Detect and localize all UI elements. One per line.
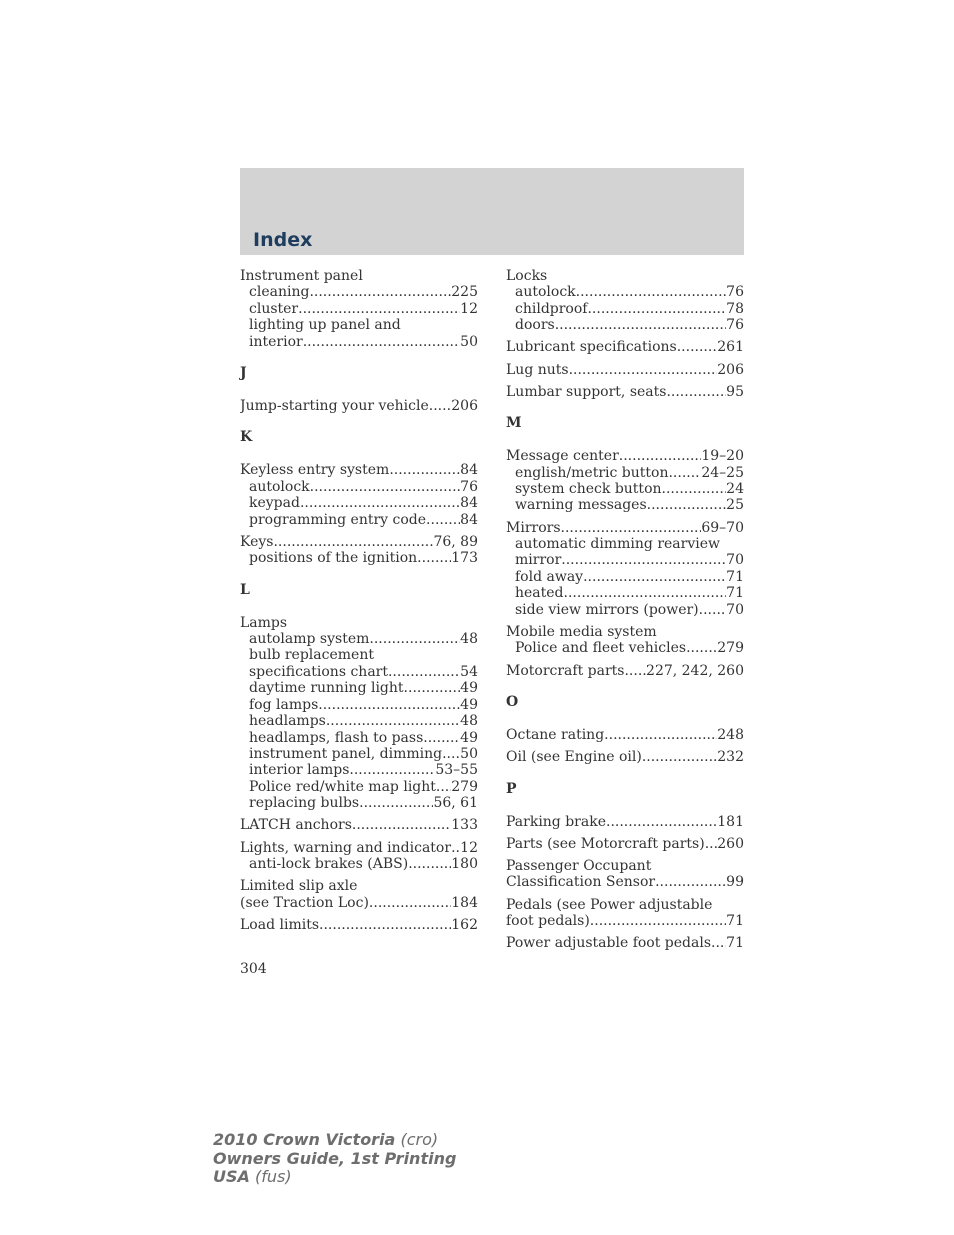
header-band <box>240 168 744 255</box>
entry-text: autolock <box>515 284 576 301</box>
section-letter: J <box>240 365 247 382</box>
page-reference: 49 <box>460 696 478 713</box>
page-reference: 12 <box>460 300 478 317</box>
dot-leader <box>423 730 460 746</box>
entry-text: childproof <box>515 300 588 317</box>
footer-market: USA <box>213 1167 250 1186</box>
page-reference: 279 <box>717 640 744 657</box>
index-term <box>240 917 478 933</box>
dot-leader <box>555 317 726 333</box>
entry-text: heated <box>515 585 564 602</box>
index-term <box>240 462 478 478</box>
entry-text: LATCH anchors <box>240 817 352 834</box>
dot-leader <box>711 935 726 951</box>
entry-text: interior lamps <box>249 762 350 779</box>
index-term <box>506 874 744 890</box>
index-term <box>506 384 744 400</box>
dot-leader <box>369 895 451 911</box>
dot-leader <box>564 585 727 601</box>
dot-leader <box>655 874 726 890</box>
dot-leader <box>606 814 717 830</box>
dot-leader <box>662 481 727 497</box>
entry-text: autolock <box>249 478 310 495</box>
entry-text: keypad <box>249 495 300 512</box>
dot-leader <box>677 339 718 355</box>
entry-text: Octane rating <box>506 726 605 743</box>
index-entry <box>506 749 744 765</box>
page-reference: 76 <box>726 284 744 301</box>
index-subentry <box>240 479 478 495</box>
index-entry <box>240 615 478 812</box>
section-letter: O <box>506 693 519 710</box>
entry-text: Jump-starting your vehicle <box>240 398 429 415</box>
entry-text: anti-lock brakes (ABS) <box>249 855 409 872</box>
entry-text: cluster <box>249 300 299 317</box>
index-term <box>240 817 478 833</box>
entry-text: Parking brake <box>506 813 606 830</box>
index-subentry <box>240 856 478 872</box>
entry-text: automatic dimming rearview <box>515 536 721 553</box>
index-subentry <box>240 334 478 350</box>
index-term <box>240 840 478 856</box>
index-subentry <box>240 284 478 300</box>
footer-edition: Owners Guide, 1st Printing <box>213 1148 457 1168</box>
entry-text: system check button <box>515 481 662 498</box>
page-reference: 227, 242, 260 <box>646 662 744 679</box>
entry-text: bulb replacement <box>249 647 374 664</box>
page-reference: 56, 61 <box>433 795 478 812</box>
dot-leader <box>436 779 451 795</box>
page-reference: 53–55 <box>435 762 478 779</box>
page-reference: 54 <box>460 663 478 680</box>
entry-text: fog lamps <box>249 696 319 713</box>
dot-leader <box>686 640 717 656</box>
section-letter: M <box>506 415 522 432</box>
page-reference: 25 <box>726 497 744 514</box>
entry-text: Power adjustable foot pedals <box>506 935 712 952</box>
dot-leader <box>309 284 451 300</box>
index-subentry <box>240 746 478 762</box>
page-reference: 248 <box>717 726 744 743</box>
index-entry <box>506 362 744 378</box>
dot-leader <box>666 384 726 400</box>
index-entry <box>506 520 744 618</box>
index-entry <box>240 268 478 350</box>
dot-leader <box>590 913 726 929</box>
index-subentry <box>506 602 744 618</box>
index-term <box>506 663 744 679</box>
page-reference: 206 <box>717 361 744 378</box>
index-subentry <box>506 317 744 333</box>
index-term <box>240 615 478 631</box>
index-subentry <box>240 664 478 680</box>
page-reference: 99 <box>726 874 744 891</box>
index-subentry <box>506 640 744 656</box>
page-reference: 70 <box>726 601 744 618</box>
index-entry <box>240 462 478 528</box>
page-reference: 19–20 <box>701 448 744 465</box>
index-subentry <box>240 647 478 663</box>
footer-title: 2010 Crown Victoria <box>213 1130 396 1149</box>
dot-leader <box>310 479 461 495</box>
dot-leader <box>404 680 461 696</box>
index-entry <box>506 448 744 514</box>
page-title: Index <box>253 229 313 251</box>
page-number: 304 <box>240 961 267 977</box>
page-reference: 71 <box>726 568 744 585</box>
entry-text: Police red/white map light <box>249 778 436 795</box>
page-reference: 181 <box>717 813 744 830</box>
page-reference: 84 <box>460 495 478 512</box>
entry-text: Load limits <box>240 916 320 933</box>
footer-market-code: (fus) <box>255 1167 292 1186</box>
index-term <box>506 749 744 765</box>
entry-text: mirror <box>515 552 562 569</box>
dot-leader <box>699 602 727 618</box>
index-term <box>506 268 744 284</box>
index-entry <box>506 727 744 743</box>
index-term <box>506 727 744 743</box>
index-entry <box>506 663 744 679</box>
page-reference: 48 <box>460 713 478 730</box>
index-subentry <box>240 795 478 811</box>
index-subentry <box>240 512 478 528</box>
page-reference: 162 <box>451 916 478 933</box>
dot-leader <box>359 795 433 811</box>
dot-leader <box>319 917 451 933</box>
index-entry <box>506 858 744 891</box>
dot-leader <box>587 301 726 317</box>
index-term <box>506 814 744 830</box>
entry-text: Classification Sensor <box>506 874 656 891</box>
dot-leader <box>273 534 433 550</box>
entry-text: Police and fleet vehicles <box>515 640 687 657</box>
footer <box>213 1131 456 1187</box>
entry-text: Keys <box>240 533 274 550</box>
dot-leader <box>408 856 451 872</box>
dot-leader <box>569 362 718 378</box>
footer-code: (cro) <box>400 1130 439 1149</box>
entry-text: Locks <box>506 268 548 284</box>
index-entry <box>506 384 744 400</box>
page-reference: 95 <box>726 383 744 400</box>
index-term <box>506 362 744 378</box>
index-subentry <box>240 680 478 696</box>
index-subentry <box>240 631 478 647</box>
index-column-left <box>240 268 478 939</box>
page-reference: 69–70 <box>701 519 744 536</box>
dot-leader <box>576 284 727 300</box>
index-term <box>240 398 478 414</box>
entry-text: headlamps, flash to pass <box>249 729 424 746</box>
page-reference: 50 <box>460 745 478 762</box>
index-term <box>240 534 478 550</box>
index-entry <box>506 836 744 852</box>
index-term <box>506 339 744 355</box>
dot-leader <box>647 497 727 513</box>
entry-text: Keyless entry system <box>240 462 390 479</box>
section-letter: P <box>506 780 517 797</box>
index-term <box>506 913 744 929</box>
entry-text: instrument panel, dimming <box>249 745 443 762</box>
index-term <box>240 878 478 894</box>
entry-text: lighting up panel and <box>249 317 401 334</box>
page-reference: 206 <box>451 398 478 415</box>
page-reference: 180 <box>451 855 478 872</box>
index-subentry <box>240 779 478 795</box>
page-reference: 133 <box>451 817 478 834</box>
page-reference: 50 <box>460 333 478 350</box>
dot-leader <box>326 713 460 729</box>
entry-text: interior <box>249 333 303 350</box>
index-entry <box>506 897 744 930</box>
dot-leader <box>668 465 701 481</box>
index-subentry <box>506 552 744 568</box>
entry-text: Limited slip axle <box>240 878 358 895</box>
index-entry <box>506 624 744 657</box>
page-reference: 71 <box>726 912 744 929</box>
entry-text: fold away <box>515 568 584 585</box>
index-entry <box>506 935 744 951</box>
entry-text: warning messages <box>515 497 647 514</box>
dot-leader <box>318 697 460 713</box>
dot-leader <box>426 512 460 528</box>
dot-leader <box>442 746 460 762</box>
entry-text: Mirrors <box>506 519 561 536</box>
index-entry <box>240 878 478 911</box>
dot-leader <box>389 462 460 478</box>
page-reference: 78 <box>726 300 744 317</box>
page-reference: 12 <box>460 839 478 856</box>
page-reference: 232 <box>717 749 744 766</box>
entry-text: headlamps <box>249 713 326 730</box>
dot-leader <box>619 448 702 464</box>
dot-leader <box>451 840 460 856</box>
index-subentry <box>240 495 478 511</box>
section-letter: K <box>240 429 253 446</box>
index-entry <box>506 268 744 334</box>
entry-text: programming entry code <box>249 511 427 528</box>
entry-text: (see Traction Loc) <box>240 894 369 911</box>
page-reference: 279 <box>451 778 478 795</box>
dot-leader <box>561 552 726 568</box>
entry-text: Instrument panel <box>240 268 363 284</box>
entry-text: positions of the ignition <box>249 550 418 567</box>
entry-text: Pedals (see Power adjustable <box>506 896 713 913</box>
page-reference: 48 <box>460 631 478 648</box>
entry-text: Lug nuts <box>506 361 569 378</box>
index-subentry <box>506 585 744 601</box>
entry-text: Mobile media system <box>506 623 657 640</box>
section-letter: L <box>240 581 250 598</box>
entry-text: Motorcraft parts <box>506 662 625 679</box>
index-term <box>506 448 744 464</box>
dot-leader <box>583 569 726 585</box>
page-reference: 225 <box>451 284 478 301</box>
entry-text: Lights, warning and indicator <box>240 839 452 856</box>
index-subentry <box>506 497 744 513</box>
entry-text: Lubricant specifications <box>506 339 677 356</box>
dot-leader <box>604 727 717 743</box>
index-term <box>506 935 744 951</box>
entry-text: daytime running light <box>249 680 404 697</box>
index-term <box>240 268 478 284</box>
dot-leader <box>429 398 451 414</box>
index-term <box>506 858 744 874</box>
dot-leader <box>561 520 702 536</box>
page-reference: 260 <box>717 835 744 852</box>
page-reference: 70 <box>726 552 744 569</box>
page-reference: 76 <box>726 317 744 334</box>
page-reference: 49 <box>460 680 478 697</box>
index-subentry <box>506 569 744 585</box>
dot-leader <box>352 817 451 833</box>
index-term <box>506 624 744 640</box>
index-column-right <box>506 268 744 957</box>
index-term <box>240 895 478 911</box>
index-subentry <box>240 713 478 729</box>
dot-leader <box>642 749 717 765</box>
dot-leader <box>298 301 460 317</box>
dot-leader <box>300 495 460 511</box>
index-entry <box>240 534 478 567</box>
index-entry <box>240 840 478 873</box>
entry-text: autolamp system <box>249 631 370 648</box>
entry-text: Lamps <box>240 614 288 631</box>
index-subentry <box>506 536 744 552</box>
page-reference: 49 <box>460 729 478 746</box>
dot-leader <box>369 631 460 647</box>
page-reference: 261 <box>717 339 744 356</box>
index-entry <box>240 398 478 414</box>
index-subentry <box>240 317 478 333</box>
entry-text: foot pedals) <box>506 912 590 929</box>
entry-text: specifications chart <box>249 663 388 680</box>
index-entry <box>506 339 744 355</box>
index-term <box>506 836 744 852</box>
entry-text: Passenger Occupant <box>506 857 652 874</box>
dot-leader <box>705 836 718 852</box>
entry-text: side view mirrors (power) <box>515 601 699 618</box>
page-reference: 84 <box>460 462 478 479</box>
index-entry <box>240 817 478 833</box>
entry-text: Message center <box>506 448 619 465</box>
index-subentry <box>240 550 478 566</box>
dot-leader <box>349 762 435 778</box>
index-term <box>506 520 744 536</box>
index-subentry <box>506 301 744 317</box>
index-subentry <box>240 730 478 746</box>
index-entry <box>240 917 478 933</box>
index-subentry <box>240 301 478 317</box>
entry-text: Oil (see Engine oil) <box>506 749 642 766</box>
page-reference: 84 <box>460 511 478 528</box>
dot-leader <box>417 550 451 566</box>
page-reference: 71 <box>726 585 744 602</box>
entry-text: Lumbar support, seats <box>506 383 667 400</box>
index-subentry <box>240 762 478 778</box>
entry-text: replacing bulbs <box>249 795 360 812</box>
dot-leader <box>388 664 460 680</box>
page-reference: 184 <box>451 894 478 911</box>
page-reference: 24 <box>726 481 744 498</box>
page-reference: 24–25 <box>701 464 744 481</box>
index-entry <box>506 814 744 830</box>
index-subentry <box>506 481 744 497</box>
index-term <box>506 897 744 913</box>
index-subentry <box>506 465 744 481</box>
page-reference: 71 <box>726 935 744 952</box>
page-reference: 76 <box>460 478 478 495</box>
dot-leader <box>303 334 460 350</box>
entry-text: doors <box>515 317 555 334</box>
dot-leader <box>624 663 646 679</box>
entry-text: Parts (see Motorcraft parts) <box>506 835 705 852</box>
page-reference: 76, 89 <box>433 533 478 550</box>
entry-text: english/metric button <box>515 464 669 481</box>
index-subentry <box>506 284 744 300</box>
entry-text: cleaning <box>249 284 310 301</box>
index-subentry <box>240 697 478 713</box>
page-reference: 173 <box>451 550 478 567</box>
